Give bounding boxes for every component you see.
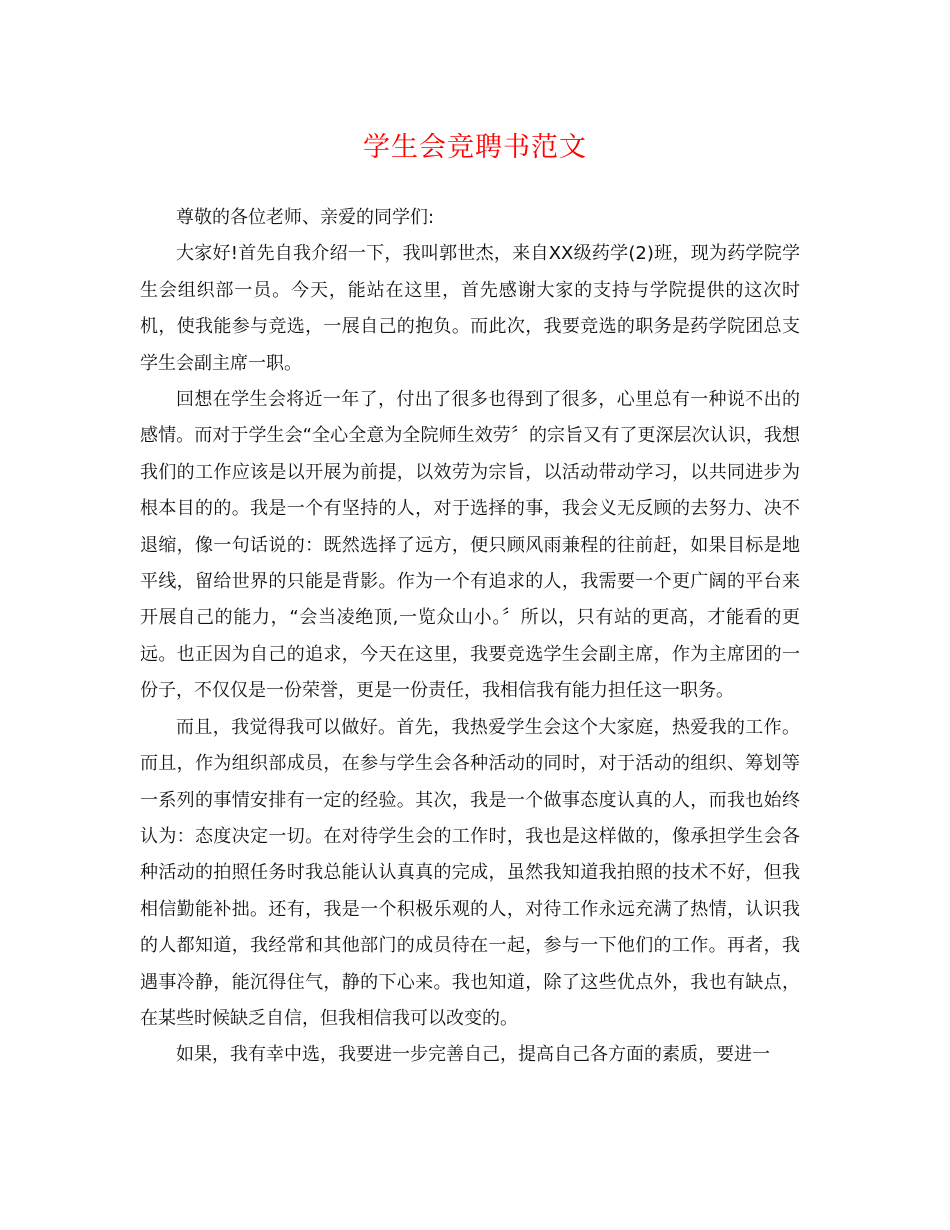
document-body <box>140 200 800 1074</box>
paragraph-commitment: 如果，我有幸中选，我要进一步完善自己，提高自己各方面的素质，要进一 <box>176 1044 770 1066</box>
greeting-line: 尊敬的各位老师、亲爱的同学们: <box>176 207 435 228</box>
paragraph-intro: 大家好!首先自我介绍一下，我叫郭世杰，来自XX级药学(2)班，现为药学院学生会组织部一员。今天，能站在这里，首先感谢大家的支持与学院提供的这次时机，使我能参与竞选，一展自己的抱负。而此次，我要竞选的职务是药学院团总支学生会副主席一职。 <box>140 243 800 374</box>
paragraph-reflection: 回想在学生会将近一年了，付出了很多也得到了很多，心里总有一种说不出的感情。而对于学生会“全心全意为全院师生效劳〞的宗旨又有了更深层次认识，我想我们的工作应该是以开展为前提，以效劳为宗旨，以活动带动学习，以共同进步为根本目的的。我是一个有坚持的人，对于选择的事，我会义无反顾的去努力、决不退缩，像一句话说的：既然选择了远方，便只顾风雨兼程的往前赶，如果目标是地平线，留给世界的只能是背影。作为一个有追求的人，我需要一个更广阔的平台来开展自己的能力，“会当凌绝顶,一览众山小。〞所以，只有站的更高，才能看的更远。也正因为自己的追求，今天在这里，我要竞选学生会副主席，作为主席团的一份子，不仅仅是一份荣誉，更是一份责任，我相信我有能力担任这一职务。 <box>140 389 800 702</box>
document-title: 学生会竞聘书范文 <box>363 132 587 163</box>
paragraph-qualifications: 而且，我觉得我可以做好。首先，我热爱学生会这个大家庭，热爱我的工作。而且，作为组织部成员，在参与学生会各种活动的同时，对于活动的组织、筹划等一系列的事情安排有一定的经验。其次，我是一个做事态度认真的人，而我也始终认为：态度决定一切。在对待学生会的工作时，我也是这样做的，像承担学生会各种活动的拍照任务时我总能认认真真的完成，虽然我知道我拍照的技术不好，但我相信勤能补拙。还有，我是一个积极乐观的人，对待工作永远充满了热情，认识我的人都知道，我经常和其他部门的成员待在一起，参与一下他们的工作。再者，我遇事冷静，能沉得住气，静的下心来。我也知道，除了这些优点外，我也有缺点，在某些时候缺乏自信，但我相信我可以改变的。 <box>140 716 800 1029</box>
